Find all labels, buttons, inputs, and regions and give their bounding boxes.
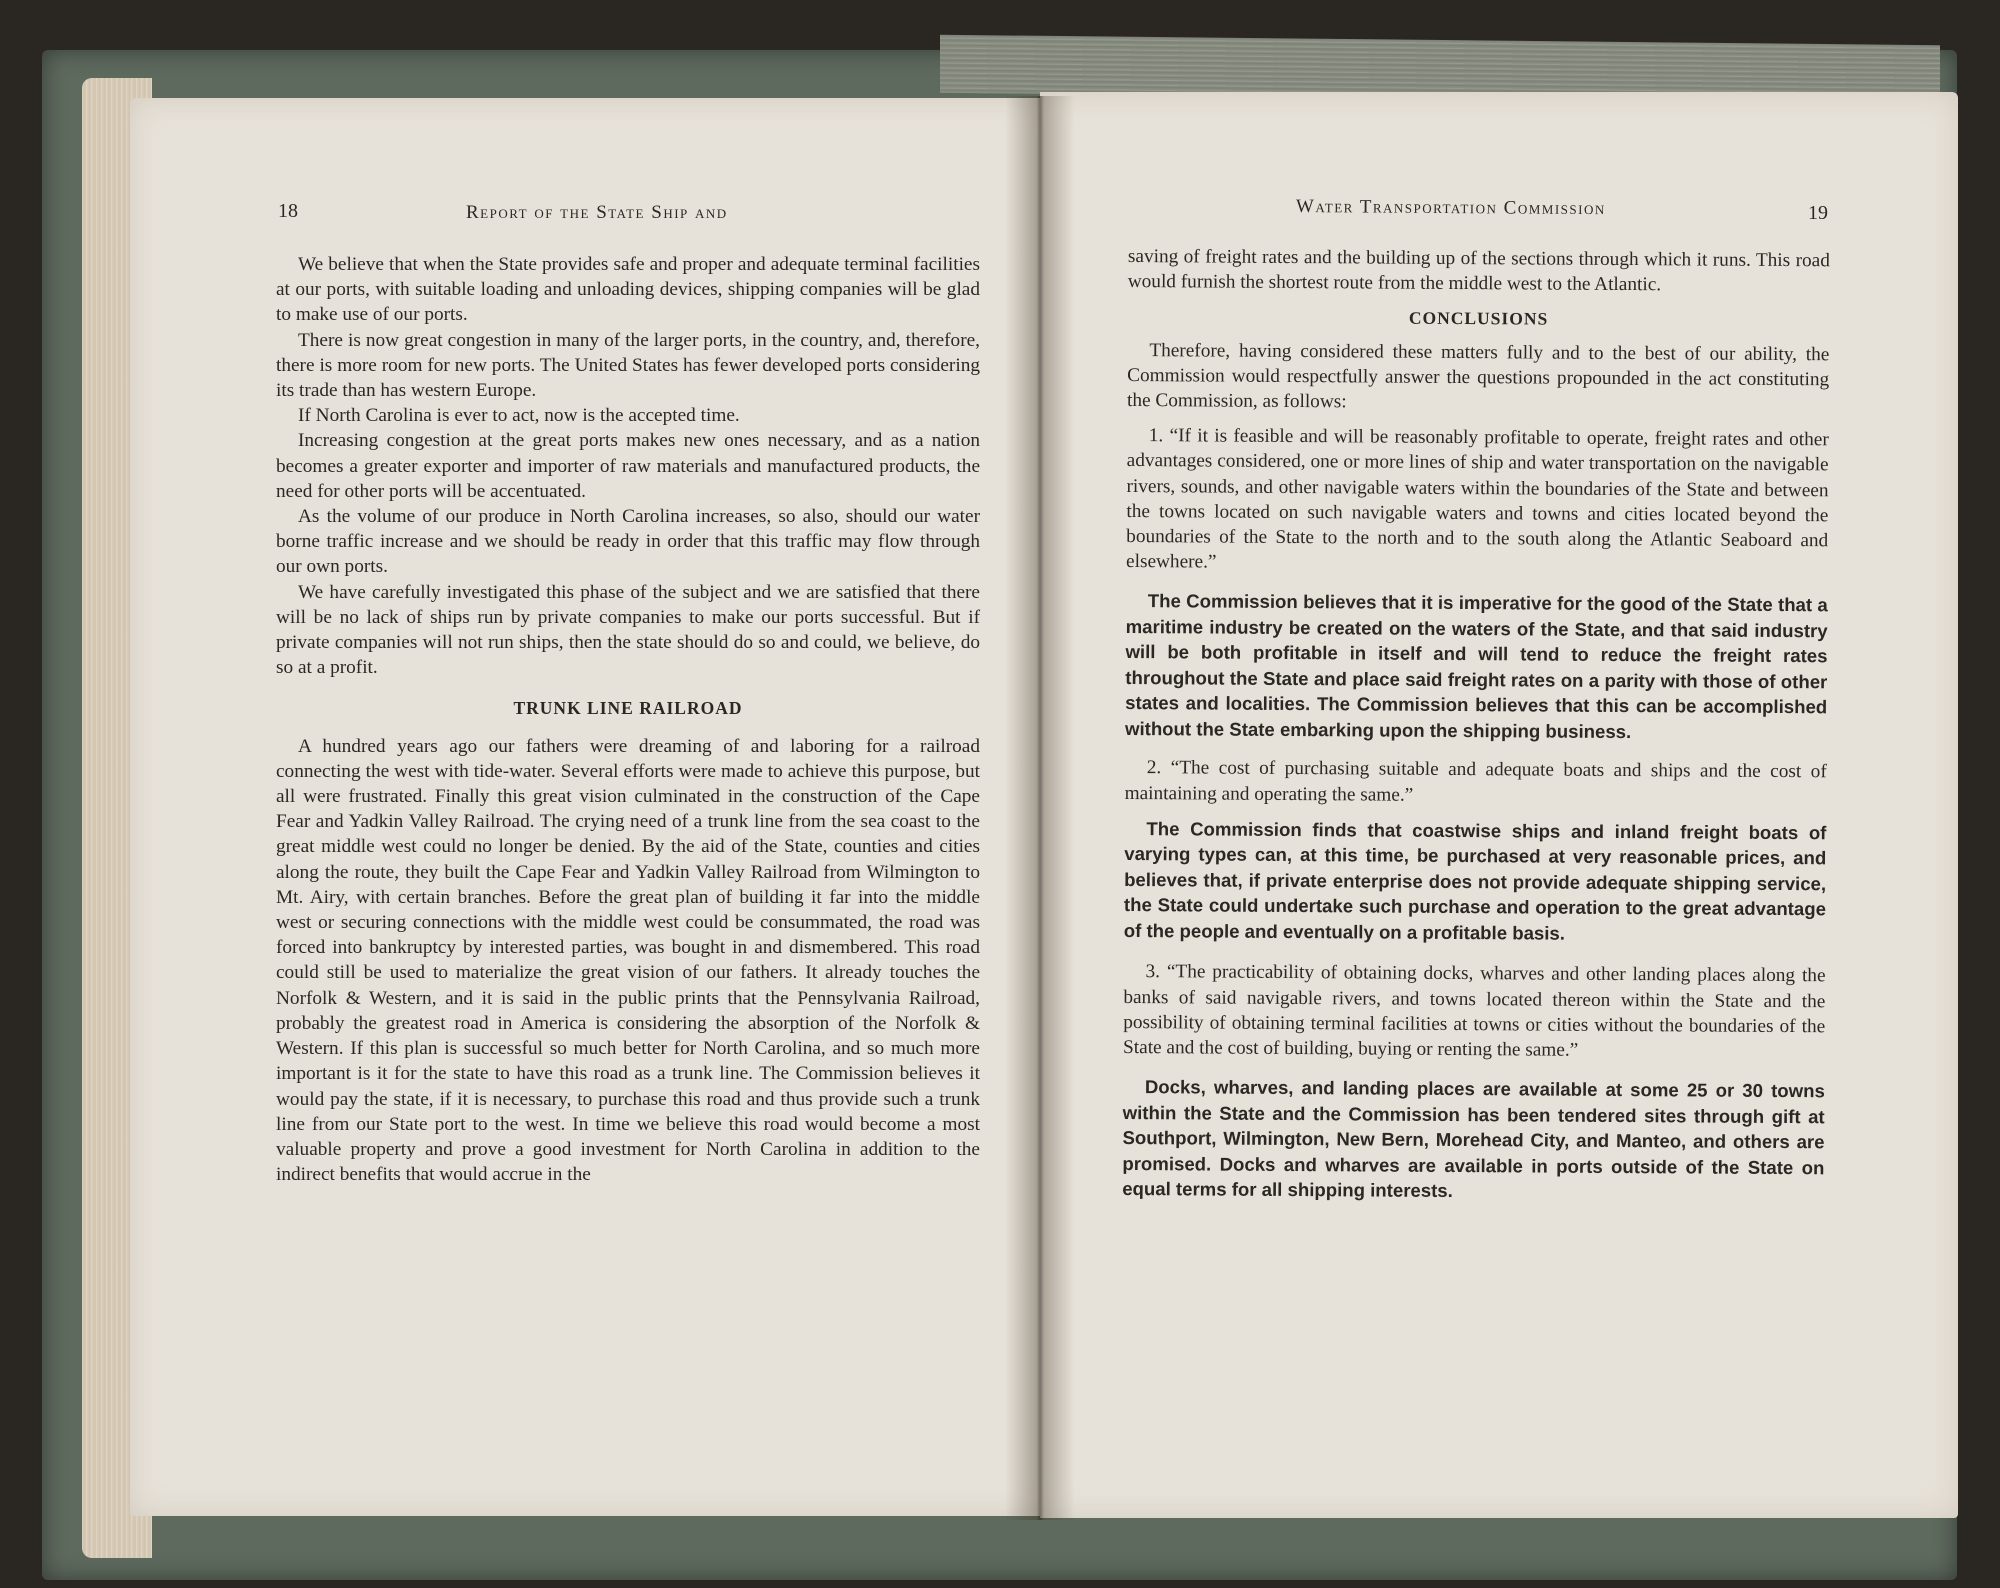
paragraph-congestion: There is now great congestion in many of the larger ports, in the country, and, therefore, there is more room for new ports. The United States has fewer developed ports considering its trade than has western Europe.	[276, 329, 980, 402]
paragraph-accepted-time: If North Carolina is ever to act, now is the accepted time.	[298, 405, 740, 427]
heading-trunk-line-railroad: TRUNK LINE RAILROAD	[513, 698, 743, 719]
answer-2: The Commission finds that coastwise ships and inland freight boats of varying types can, at this time, be purchased at very reasonable prices, and believes that, if private enterprise does not provide adequate shipping service, the State could undertake such purchase and operation to the great advantage of the people and eventually on a profitable basis.	[1123, 817, 1827, 944]
right-page-number: 19	[1808, 202, 1828, 224]
paragraph-investigated: We have carefully investigated this phase of the subject and we are satisfied that there will be no lack of ships run by private companies to make our ports successful. But if private companies will not run ships, then the state should do so and could, we believe, do so at a profit.	[276, 581, 980, 679]
paragraph-continuation: saving of freight rates and the building up of the sections through which it runs. This road would furnish the shortest route from the middle west to the Atlantic.	[1127, 245, 1830, 296]
paragraph-railroad-history: A hundred years ago our fathers were dreaming of and laboring for a railroad connecting the west with tide-water. Several efforts were made to achieve this purpose, but all were frustrated. Finally this great vision culminated in the construction of the Cape Fear and Yadkin Valley Railroad. The crying need of a trunk line from the sea coast to the great middle west could no longer be denied. By the aid of the State, counties and cities along the route, they built the Cape Fear and Yadkin Valley Railroad from Wilmington to Mt. Airy, with certain branches. Before the great plan of building it far into the middle west or securing connections with the middle west could be consummated, the road was forced into bankruptcy by interested parties, was bought in and dismembered. This road could still be used to materialize the great vision of our fathers. It already touches the Norfolk & Western, and it is said in the public prints that the Pennsylvania Railroad, probably the greatest road in America is considering the absorption of the Norfolk & Western. If this plan is successful so much better for North Carolina, and so much more important is it for the state to have this road as a trunk line. The Commission believes it would pay the state, if it is necessary, to purchase this road and thus provide such a trunk line from our State port to the west. In time we believe this road would become a most valuable property and prove a good investment for North Carolina in addition to the indirect benefits that would accrue in the	[276, 735, 980, 1186]
paragraph-increasing-congestion: Increasing congestion at the great ports makes new ones necessary, and as a nation becomes a greater exporter and importer of raw materials and manufactured products, the need for other ports will be accentuated.	[276, 430, 980, 502]
question-2: 2. “The cost of purchasing suitable and adequate boats and ships and the cost of maintaining and operating the same.”	[1124, 757, 1827, 806]
left-page-body	[276, 252, 980, 1187]
paragraph-conclusions-intro: Therefore, having considered these matters fully and to the best of our ability, the Commission would respectfully answer the questions propounded in the act constituting the Commission, as follows:	[1126, 339, 1830, 413]
answer-3: Docks, wharves, and landing places are available at some 25 or 30 towns within the State and the Commission has been tendered sites through gift at Southport, Wilmington, New Bern, Morehead City, and Manteo, and others are promised. Docks and wharves are available in ports outside of the State on equal terms for all shipping interests.	[1122, 1076, 1825, 1202]
right-running-head: Water Transportation Commission	[1295, 196, 1606, 220]
left-running-head: Report of the State Ship and	[466, 202, 728, 223]
left-page-number: 18	[278, 200, 298, 222]
paragraph-volume-of-produce: As the volume of our produce in North Carolina increases, so also, should our water borne traffic increase and we should be ready in order that this traffic may flow through our own ports.	[276, 506, 980, 578]
right-page-body	[1122, 244, 1830, 1206]
heading-conclusions: CONCLUSIONS	[1408, 308, 1549, 329]
paragraph-terminal-facilities: We believe that when the State provides safe and proper and adequate terminal facilities at our ports, with suitable loading and unloading devices, shipping companies will be glad to make use of our ports.	[276, 254, 980, 326]
book-gutter	[1005, 96, 1075, 1520]
question-3: 3. “The practicability of obtaining docks, wharves and other landing places along the banks of said navigable rivers, and towns located thereon within the State and the possibility of obtaining terminal facilities at towns or cities without the boundaries of the State and the cost of building, buying or renting the same.”	[1123, 961, 1826, 1061]
answer-1: The Commission believes that it is imperative for the good of the State that a maritime industry be created on the waters of the State, and that said industry will be both profitable in itself and will tend to reduce the freight rates throughout the State and place said freight rates on a parity with those of other states and localities. The Commission believes that this can be accomplished without the State embarking upon the shipping business.	[1124, 590, 1828, 743]
question-1: 1. “If it is feasible and will be reasonably profitable to operate, freight rates and other advantages considered, one or more lines of ship and water transportation on the navigable rivers, sounds, and other navigable waters within the boundaries of the State and between the towns located on such navigable waters and towns and cities located beyond the boundaries of the State to the north and to the south along the Atlantic Seaboard and elsewhere.”	[1125, 425, 1829, 573]
